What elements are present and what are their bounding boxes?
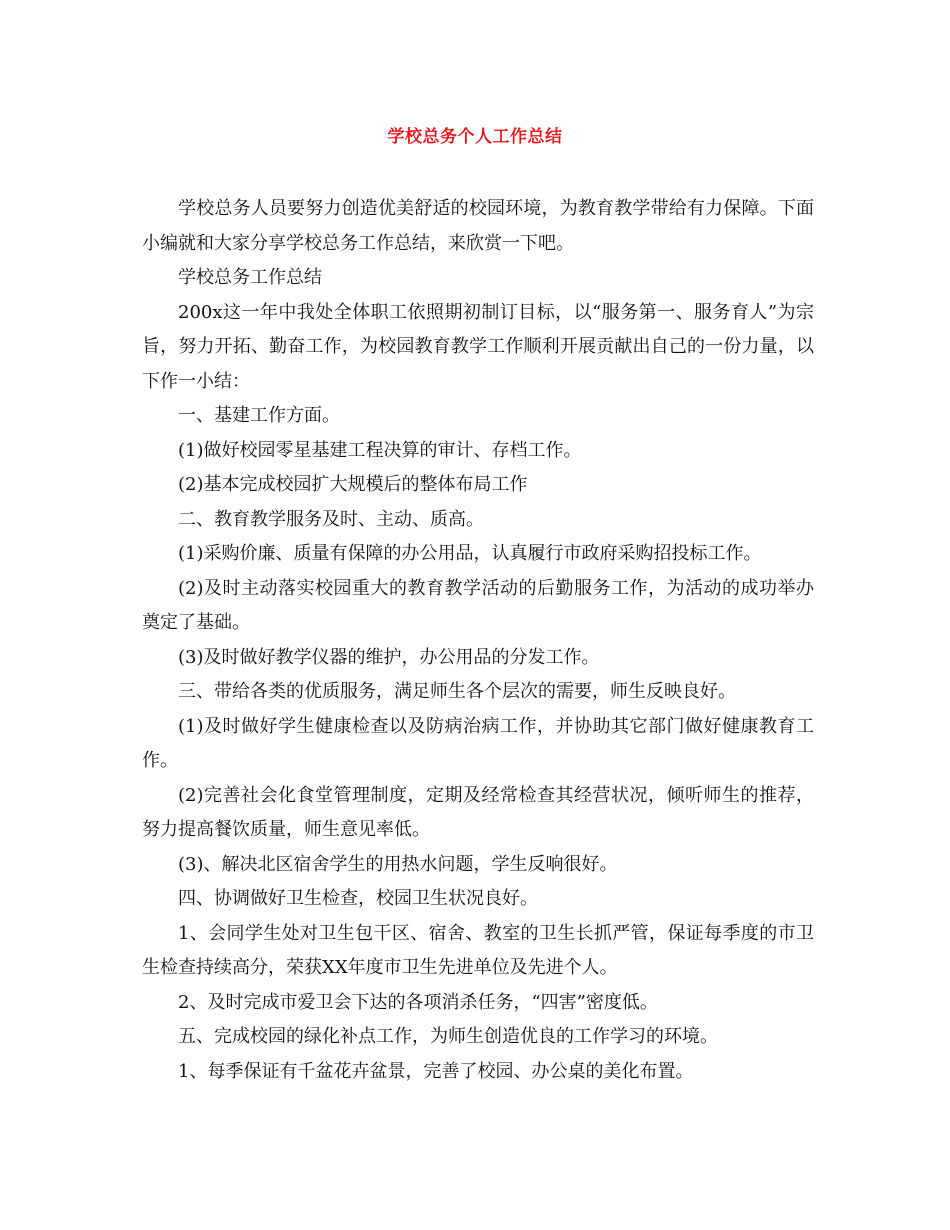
document-title: 学校总务个人工作总结 bbox=[387, 127, 563, 147]
list-item: (2)及时主动落实校园重大的教育教学活动的后勤服务工作，为活动的成功举办奠定了基础。 bbox=[142, 577, 814, 633]
list-item: (3)、解决北区宿舍学生的用热水问题，学生反响很好。 bbox=[178, 853, 618, 875]
section-heading-5: 五、完成校园的绿化补点工作，为师生创造优良的工作学习的环境。 bbox=[178, 1026, 718, 1047]
list-item: 2、及时完成市爱卫会下达的各项消杀任务，“四害”密度低。 bbox=[178, 991, 658, 1013]
paragraph-subtitle: 学校总务工作总结 bbox=[178, 267, 322, 288]
list-item: (1)采购价廉、质量有保障的办公用品，认真履行市政府采购招投标工作。 bbox=[178, 543, 762, 564]
list-item: (2)基本完成校园扩大规模后的整体布局工作 bbox=[178, 474, 528, 495]
list-item: 1、会同学生处对卫生包干区、宿舍、教室的卫生长抓严管，保证每季度的市卫生检查持续高分，荣获XX年度市卫生先进单位及先进个人。 bbox=[142, 922, 814, 978]
list-item: (2)完善社会化食堂管理制度，定期及经常检查其经营状况，倾听师生的推荐，努力提高餐饮质量，师生意见率低。 bbox=[142, 784, 814, 840]
list-item: (1)做好校园零星基建工程决算的审计、存档工作。 bbox=[178, 439, 582, 461]
list-item: (3)及时做好教学仪器的维护，办公用品的分发工作。 bbox=[178, 646, 600, 668]
section-heading-2: 二、教育教学服务及时、主动、质高。 bbox=[178, 508, 484, 530]
paragraph-overview: 200x这一年中我处全体职工依照期初制订目标，以“服务第一、服务育人”为宗旨，努力开拓、勤奋工作，为校园教育教学工作顺利开展贡献出自己的一份力量，以下作一小结： bbox=[142, 301, 814, 392]
document-body bbox=[142, 192, 814, 1089]
list-item: (1)及时做好学生健康检查以及防病治病工作，并协助其它部门做好健康教育工作。 bbox=[142, 715, 814, 771]
section-heading-1: 一、基建工作方面。 bbox=[178, 405, 340, 426]
section-heading-4: 四、协调做好卫生检查，校园卫生状况良好。 bbox=[178, 888, 538, 909]
list-item: 1、每季保证有千盆花卉盆景，完善了校园、办公桌的美化布置。 bbox=[178, 1060, 694, 1082]
paragraph-intro: 学校总务人员要努力创造优美舒适的校园环境，为教育教学带给有力保障。下面小编就和大家分享学校总务工作总结，来欣赏一下吧。 bbox=[142, 198, 814, 254]
section-heading-3: 三、带给各类的优质服务，满足师生各个层次的需要，师生反映良好。 bbox=[178, 681, 736, 702]
